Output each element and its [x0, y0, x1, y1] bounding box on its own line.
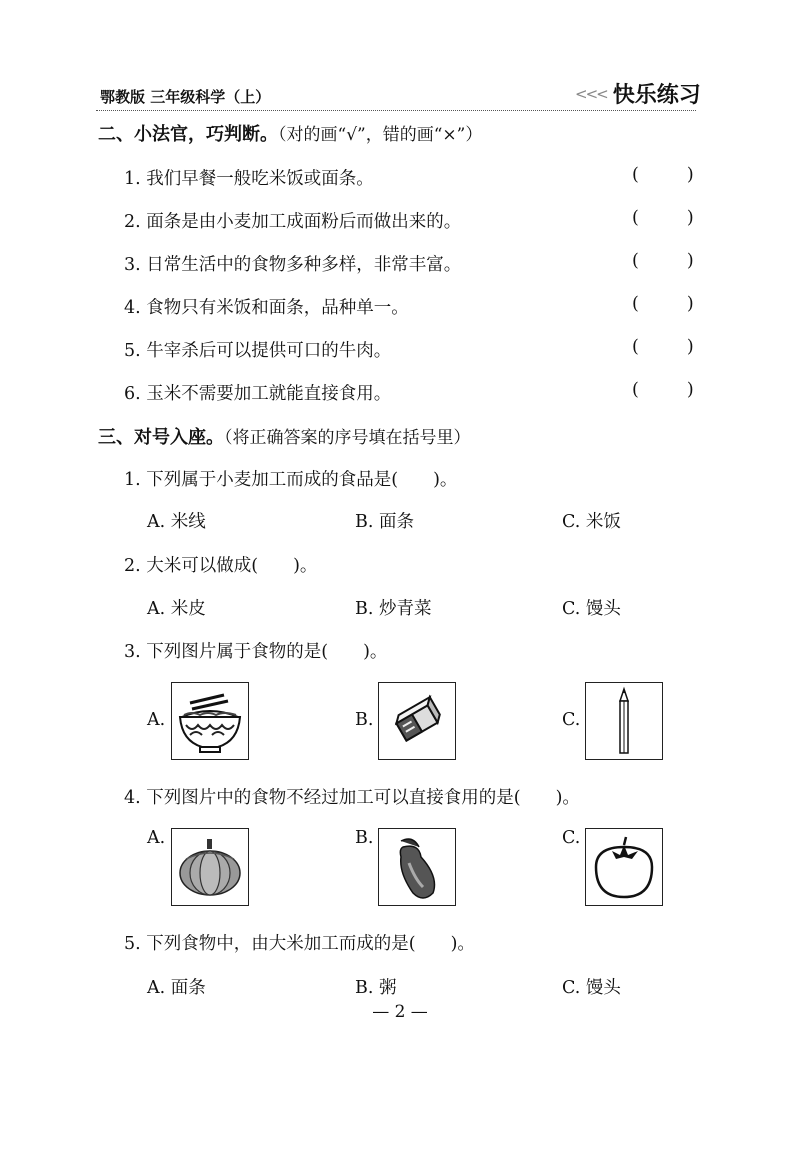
header-divider — [96, 110, 696, 111]
section-2-heading — [98, 120, 482, 146]
answer-paren-2[interactable]: ( ) — [632, 208, 694, 228]
answer-paren-4[interactable]: ( ) — [632, 294, 694, 314]
judge-item-3: 3. 日常生活中的食物多种多样，非常丰富。 — [124, 255, 462, 275]
pencil-icon — [585, 682, 663, 760]
section-3-heading — [98, 423, 471, 449]
q2-option-a[interactable]: A. 米皮 — [147, 599, 206, 619]
q3-option-a[interactable]: A. — [147, 710, 166, 730]
judge-item-6: 6. 玉米不需要加工就能直接食用。 — [124, 384, 392, 404]
q5-option-b[interactable]: B. 粥 — [355, 978, 397, 998]
header-brand — [575, 78, 701, 109]
pumpkin-icon — [171, 828, 249, 906]
answer-paren-3[interactable]: ( ) — [632, 251, 694, 271]
answer-paren-5[interactable]: ( ) — [632, 337, 694, 357]
q1-option-b[interactable]: B. 面条 — [355, 512, 414, 532]
judge-item-4: 4. 食物只有米饭和面条，品种单一。 — [124, 298, 409, 318]
judge-item-1: 1. 我们早餐一般吃米饭或面条。 — [124, 169, 374, 189]
choice-question-2: 2. 大米可以做成( )。 — [124, 556, 318, 576]
q2-option-c[interactable]: C. 馒头 — [562, 599, 621, 619]
brand-title: 快乐练习 — [612, 83, 701, 108]
q1-option-a[interactable]: A. 米线 — [147, 512, 206, 532]
noodle-bowl-icon — [171, 682, 249, 760]
section-3-title: 三、对号入座。 — [98, 427, 224, 448]
judge-item-5: 5. 牛宰杀后可以提供可口的牛肉。 — [124, 341, 392, 361]
q2-option-b[interactable]: B. 炒青菜 — [355, 599, 432, 619]
q1-option-c[interactable]: C. 米饭 — [562, 512, 621, 532]
section-3-note: （将正确答案的序号填在括号里） — [224, 428, 471, 448]
q3-option-c[interactable]: C. — [562, 710, 581, 730]
arrows-icon: <<< — [575, 84, 607, 103]
book-title: 鄂教版 三年级科学（上） — [100, 88, 271, 106]
q4-option-a[interactable]: A. — [147, 828, 166, 848]
judge-item-2: 2. 面条是由小麦加工成面粉后而做出来的。 — [124, 212, 462, 232]
q3-option-b[interactable]: B. — [355, 710, 374, 730]
eraser-icon — [378, 682, 456, 760]
section-2-note: （对的画“√”，错的画“×”） — [278, 125, 483, 145]
q5-option-a[interactable]: A. 面条 — [147, 978, 206, 998]
answer-paren-1[interactable]: ( ) — [632, 165, 694, 185]
tomato-icon — [585, 828, 663, 906]
q4-option-c[interactable]: C. — [562, 828, 581, 848]
answer-paren-6[interactable]: ( ) — [632, 380, 694, 400]
section-2-title: 二、小法官，巧判断。 — [98, 124, 278, 145]
choice-question-3: 3. 下列图片属于食物的是( )。 — [124, 642, 388, 662]
page-number: — 2 — — [372, 1002, 428, 1022]
q4-option-b[interactable]: B. — [355, 828, 374, 848]
choice-question-1: 1. 下列属于小麦加工而成的食品是( )。 — [124, 470, 458, 490]
q5-option-c[interactable]: C. 馒头 — [562, 978, 621, 998]
choice-question-5: 5. 下列食物中，由大米加工而成的是( )。 — [124, 934, 475, 954]
choice-question-4: 4. 下列图片中的食物不经过加工可以直接食用的是( )。 — [124, 788, 580, 808]
eggplant-icon — [378, 828, 456, 906]
